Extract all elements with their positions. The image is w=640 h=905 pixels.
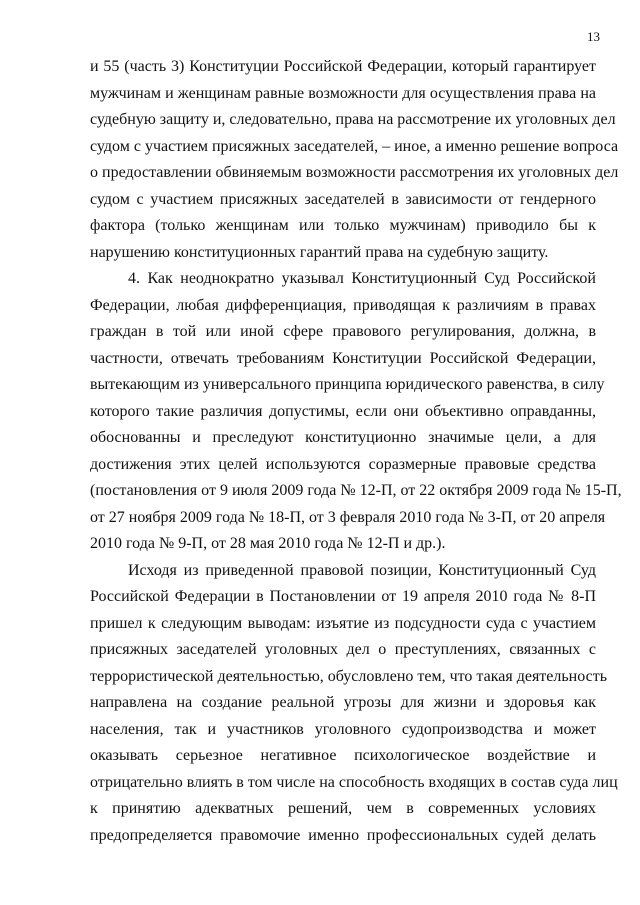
page-number: 13 xyxy=(587,29,600,44)
text-line: и 55 (часть 3) Конституции Российской Федерации, который гарантирует xyxy=(90,58,596,75)
text-line: частности, отвечать требованиям Конституции Российской Федерации, xyxy=(90,349,596,367)
text-line: мужчинам и женщинам равные возможности для осуществления права на xyxy=(90,84,596,102)
text-line: судебную защиту и, следовательно, права на рассмотрение их уголовных дел xyxy=(90,111,616,128)
text-line: населения, так и участников уголовного судопроизводства и может xyxy=(90,720,596,738)
text-line: нарушению конституционных гарантий права на судебную защиту. xyxy=(90,243,549,261)
text-line: отрицательно влиять в том числе на способность входящих в состав суда лиц xyxy=(90,773,618,791)
text-line: присяжных заседателей уголовных дел о преступлениях, связанных с xyxy=(90,641,596,658)
text-line: Исходя из приведенной правовой позиции, Конституционный Суд xyxy=(128,561,596,579)
text-line: оказывать серьезное негативное психологическое воздействие и xyxy=(90,747,596,764)
document-body xyxy=(90,54,622,849)
text-line: 2010 года № 9-П, от 28 мая 2010 года № 12-П и др.). xyxy=(90,535,446,552)
text-line: о предоставлении обвиняемым возможности рассмотрения их уголовных дел xyxy=(90,164,619,181)
text-line: предопределяется правомочие именно профессиональных судей делать xyxy=(90,826,596,844)
text-line: фактора (только женщинам или только мужчинам) приводило бы к xyxy=(90,217,596,234)
text-line: 4. Как неоднократно указывал Конституционный Суд Российской xyxy=(128,270,596,287)
text-line: Российской Федерации в Постановлении от 19 апреля 2010 года № 8-П xyxy=(90,588,596,605)
text-line: террористической деятельностью, обусловлено тем, что такая деятельность xyxy=(90,667,608,685)
text-line: достижения этих целей используются соразмерные правовые средства xyxy=(90,455,596,473)
text-line: направлена на создание реальной угрозы для жизни и здоровья как xyxy=(90,694,596,711)
text-line: которого такие различия допустимы, если они объективно оправданны, xyxy=(90,402,596,420)
text-line: (постановления от 9 июля 2009 года № 12-П, от 22 октября 2009 года № 15-П, xyxy=(90,482,622,499)
paragraph-1 xyxy=(90,54,619,266)
text-line: вытекающим из универсального принципа юридического равенства, в силу xyxy=(90,376,605,393)
text-line: Федерации, любая дифференциация, приводящая к различиям в правах xyxy=(90,296,596,314)
text-line: судом с участием присяжных заседателей в зависимости от гендерного xyxy=(90,190,596,208)
text-line: от 27 ноября 2009 года № 18-П, от 3 февраля 2010 года № 3-П, от 20 апреля xyxy=(90,508,606,526)
text-line: граждан в той или иной сфере правового регулирования, должна, в xyxy=(90,323,596,340)
text-line: к принятию адекватных решений, чем в современных условиях xyxy=(90,800,596,817)
text-line: обоснованны и преследуют конституционно значимые цели, а для xyxy=(90,429,596,446)
text-line: пришел к следующим выводам: изъятие из подсудности суда с участием xyxy=(90,614,596,632)
text-line: судом с участием присяжных заседателей, – иное, а именно решение вопроса xyxy=(90,137,619,155)
paragraph-3 xyxy=(90,558,618,850)
paragraph-2 xyxy=(90,266,622,558)
